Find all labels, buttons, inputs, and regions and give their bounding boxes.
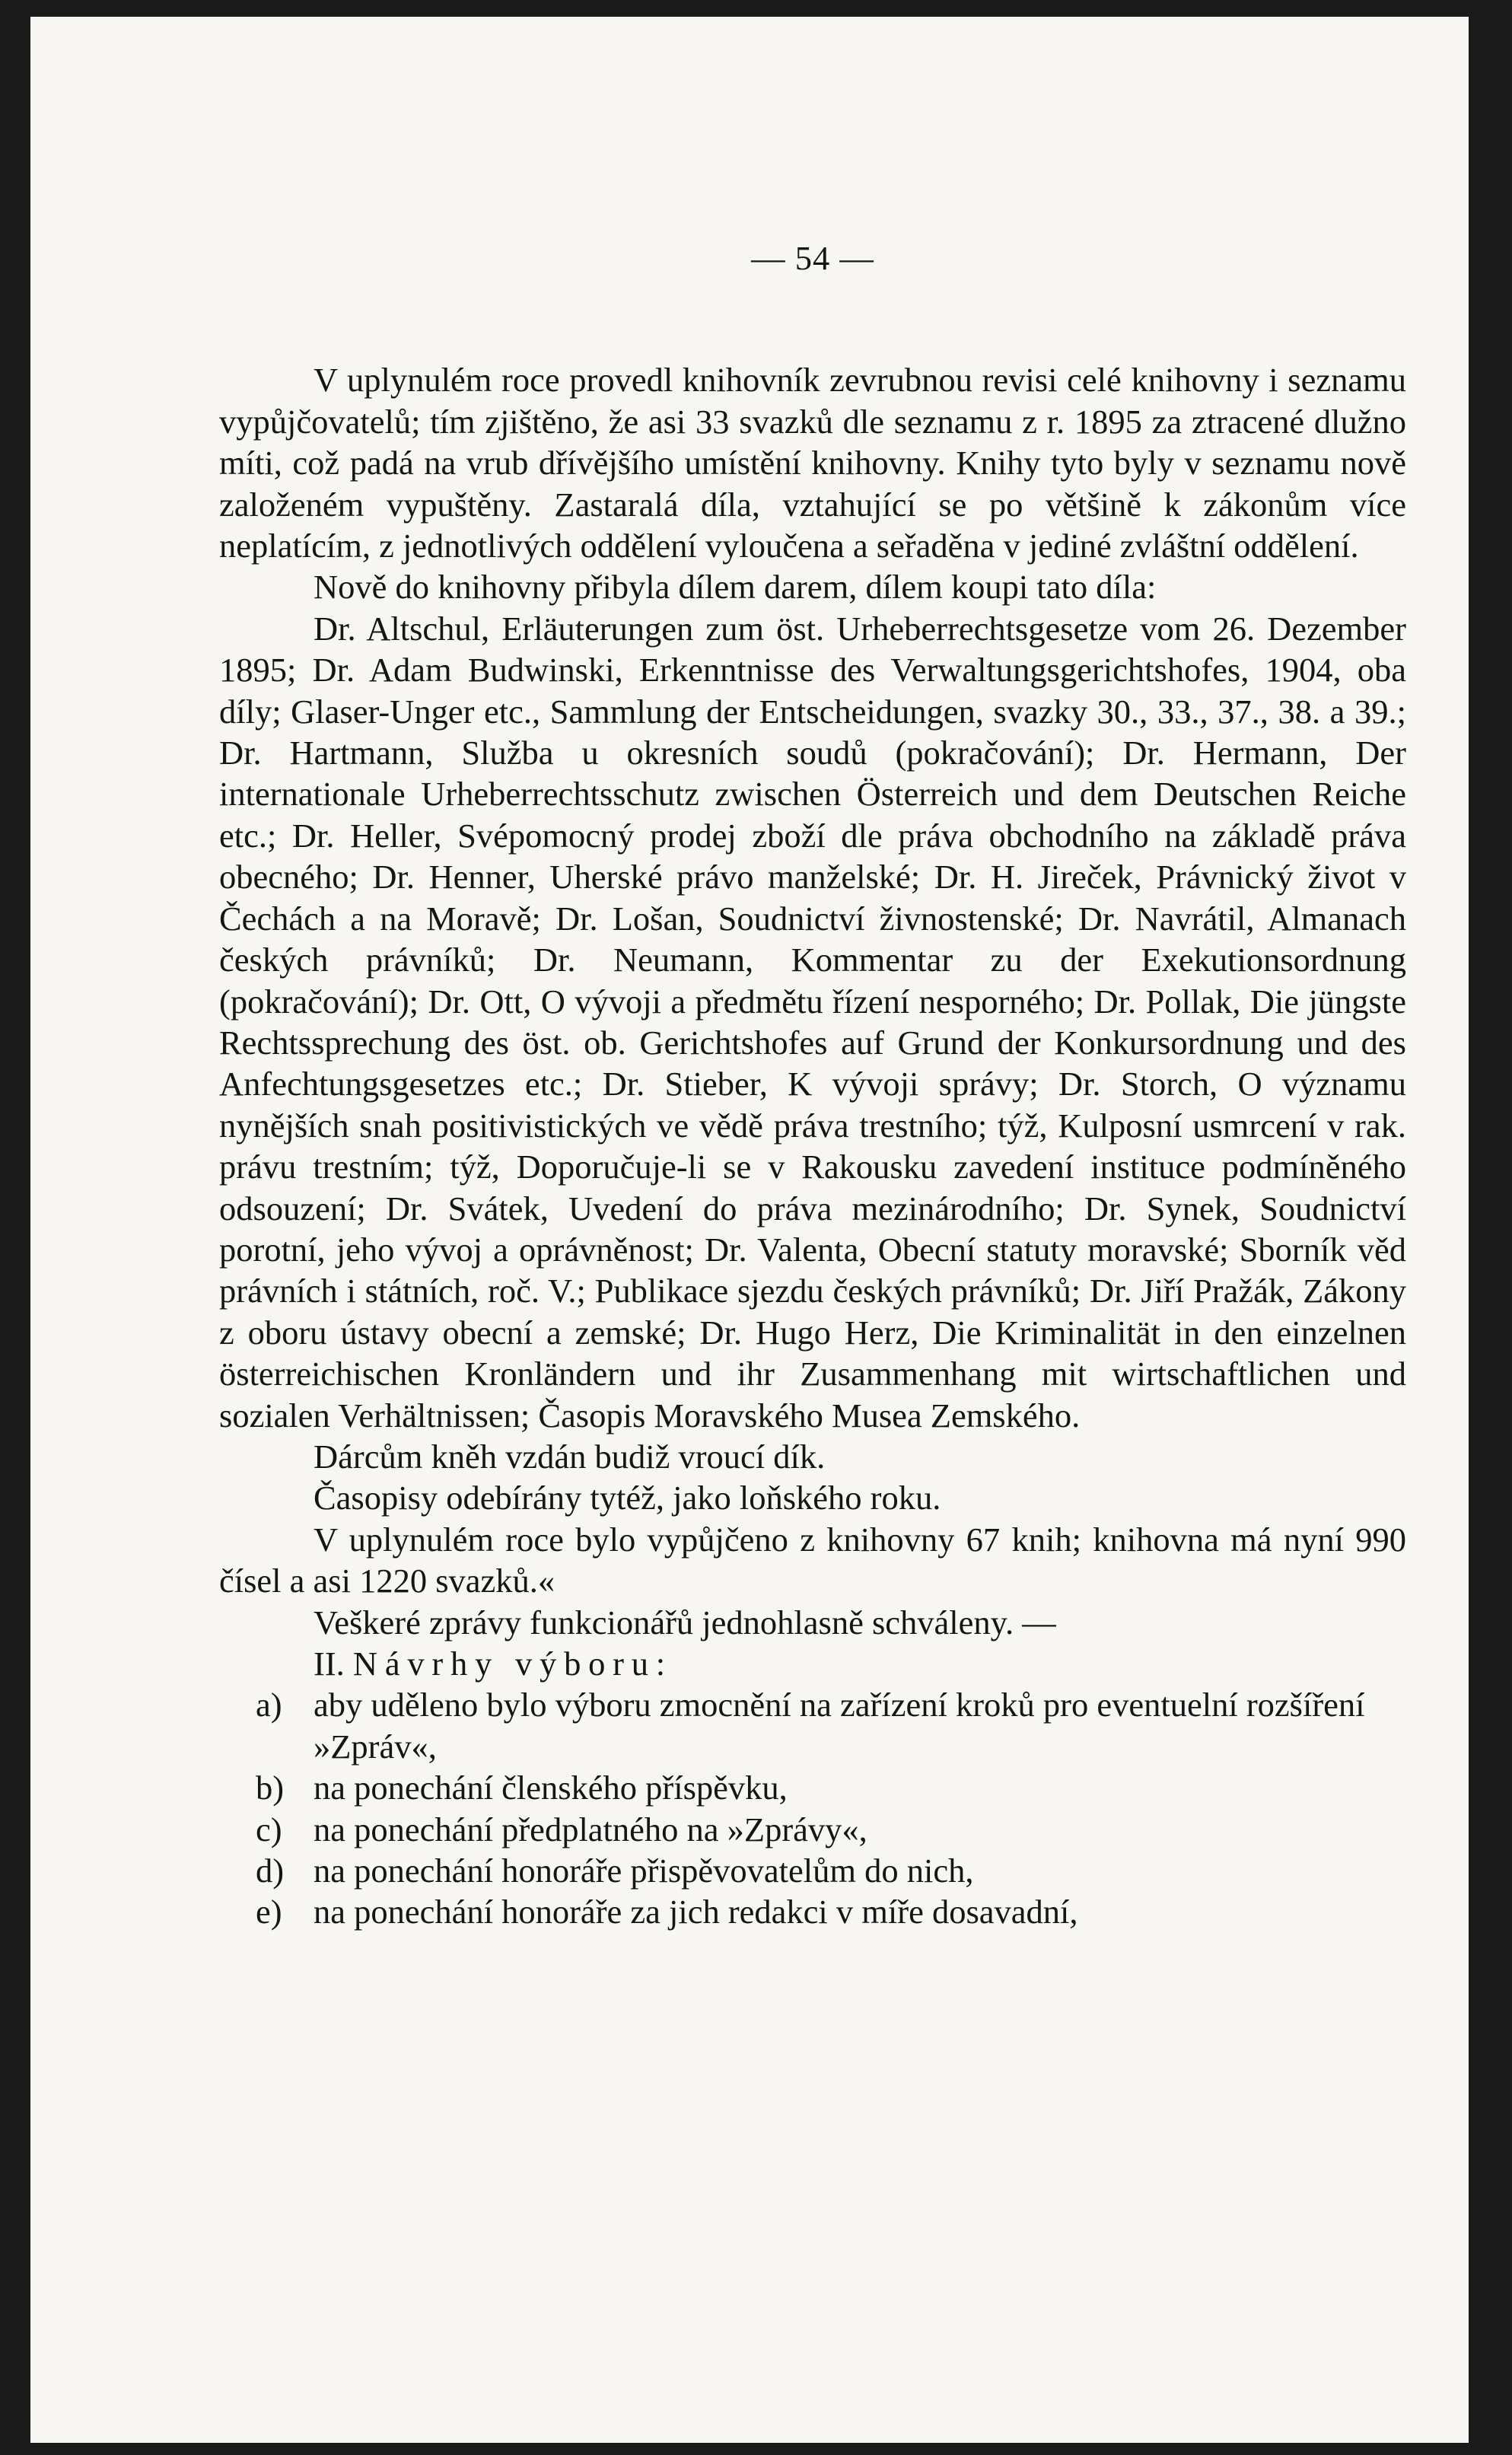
paragraph-periodicals: Časopisy odebírány tytéž, jako loňského roku.	[314, 1479, 941, 1517]
paragraph-loans-statistics: V uplynulém roce bylo vypůjčeno z knihovny 67 knih; knihovna má nyní 990 čísel a asi 1220 svazků.«	[219, 1520, 1406, 1600]
section-heading	[219, 1643, 1406, 1684]
list-item	[219, 1767, 1406, 1808]
paragraph-book-list: Dr. Altschul, Erläuterungen zum öst. Urheberrechtsgesetze vom 26. Dezember 1895; Dr. Adam Budwinski, Erkenntnisse des Verwaltungsgerichtshofes, 1904, oba díly; Glaser-Unger etc., Sammlung der Entscheidungen, svazky 30., 33., 37., 38. a 39.; Dr. Hartmann, Služba u okresních soudů (pokračování); Dr. Hermann, Der internationale Urheberrechtsschutz zwischen Österreich und dem Deutschen Reiche etc.; Dr. Heller, Svépomocný prodej zboží dle práva obchodního na základě práva obecného; Dr. Henner, Uherské právo manželské; Dr. H. Jireček, Právnický život v Čechách a na Moravě; Dr. Lošan, Soudnictví živnostenské; Dr. Navrátil, Almanach českých právníků; Dr. Neumann, Kommentar zu der Exekutionsordnung (pokračování); Dr. Ott, O vývoji a předmětu řízení nesporného; Dr. Pollak, Die jüngste Rechtssprechung des öst. ob. Gerichtshofes auf Grund der Konkursordnung und des Anfechtungsgesetzes etc.; Dr. Stieber, K vývoji správy; Dr. Storch, O významu nynějších snah positivistických ve vědě práva trestního; týž, Kulposní usmrcení v rak. právu trestním; týž, Doporučuje-li se v Rakousku zavedení instituce podmíněného odsouzení; Dr. Svátek, Uvedení do práva mezinárodního; Dr. Synek, Soudnictví porotní, jeho vývoj a oprávněnost; Dr. Valenta, Obecní statuty moravské; Sborník věd právních i státních, roč. V.; Publikace sjezdu českých právníků; Dr. Jiří Pražák, Zákony z oboru ústavy obecní a zemské; Dr. Hugo Herz, Die Kriminalität in den einzelnen österreichischen Kronländern und ihr Zusammenhang mit wirtschaftlichen und sozialen Verhältnissen; Časopis Moravského Musea Zemského.	[219, 609, 1406, 1434]
list-item-text: na ponechání honoráře přispěvovatelům do nich,	[314, 1852, 974, 1890]
list-item-text: aby uděleno bylo výboru zmocnění na zařízení kroků pro eventuelní rozšíření »Zpráv«,	[314, 1686, 1365, 1766]
list-marker: e)	[256, 1893, 282, 1931]
paragraph-library-revision: V uplynulém roce provedl knihovník zevrubnou revisi celé knihovny i seznamu vypůjčovatelů; tím zjištěno, že asi 33 svazků dle seznamu z r. 1895 za ztracené dlužno míti, což padá na vrub dřívějšího umístění knihovny. Knihy tyto byly v seznamu nově založeném vypuštěny. Zastaralá díla, vztahující se po většině k zákonům více neplatícím, z jednotlivých oddělení vyloučena a seřaděna v jediné zvláštní oddělení.	[219, 361, 1406, 565]
list-item-text: na ponechání předplatného na »Zprávy«,	[314, 1810, 867, 1848]
proposal-list	[219, 1684, 1406, 1932]
list-marker: b)	[256, 1769, 285, 1807]
list-item	[219, 1684, 1406, 1767]
list-marker: a)	[256, 1686, 282, 1724]
list-marker: d)	[256, 1852, 285, 1890]
paragraph-new-acquisitions-intro: Nově do knihovny přibyla dílem darem, dílem koupi tato díla:	[314, 568, 1157, 607]
list-item-text: na ponechání honoráře za jich redakci v míře dosavadní,	[314, 1893, 1078, 1931]
list-item	[219, 1891, 1406, 1932]
paragraph-reports-approved: Veškeré zprávy funkcionářů jednohlasně schváleny. —	[314, 1603, 1056, 1641]
section-number: II.	[314, 1645, 345, 1683]
page-number: — 54 —	[751, 239, 874, 277]
paragraph-thanks-donors: Dárcům kněh vzdán budiž vroucí dík.	[314, 1437, 826, 1476]
list-item	[219, 1850, 1406, 1891]
section-title: Návrhy výboru:	[352, 1645, 673, 1683]
list-marker: c)	[256, 1810, 282, 1848]
list-item-text: na ponechání členského příspěvku,	[314, 1769, 788, 1807]
page-text	[219, 237, 1406, 1933]
list-item	[219, 1809, 1406, 1850]
scanned-page	[30, 17, 1469, 2443]
